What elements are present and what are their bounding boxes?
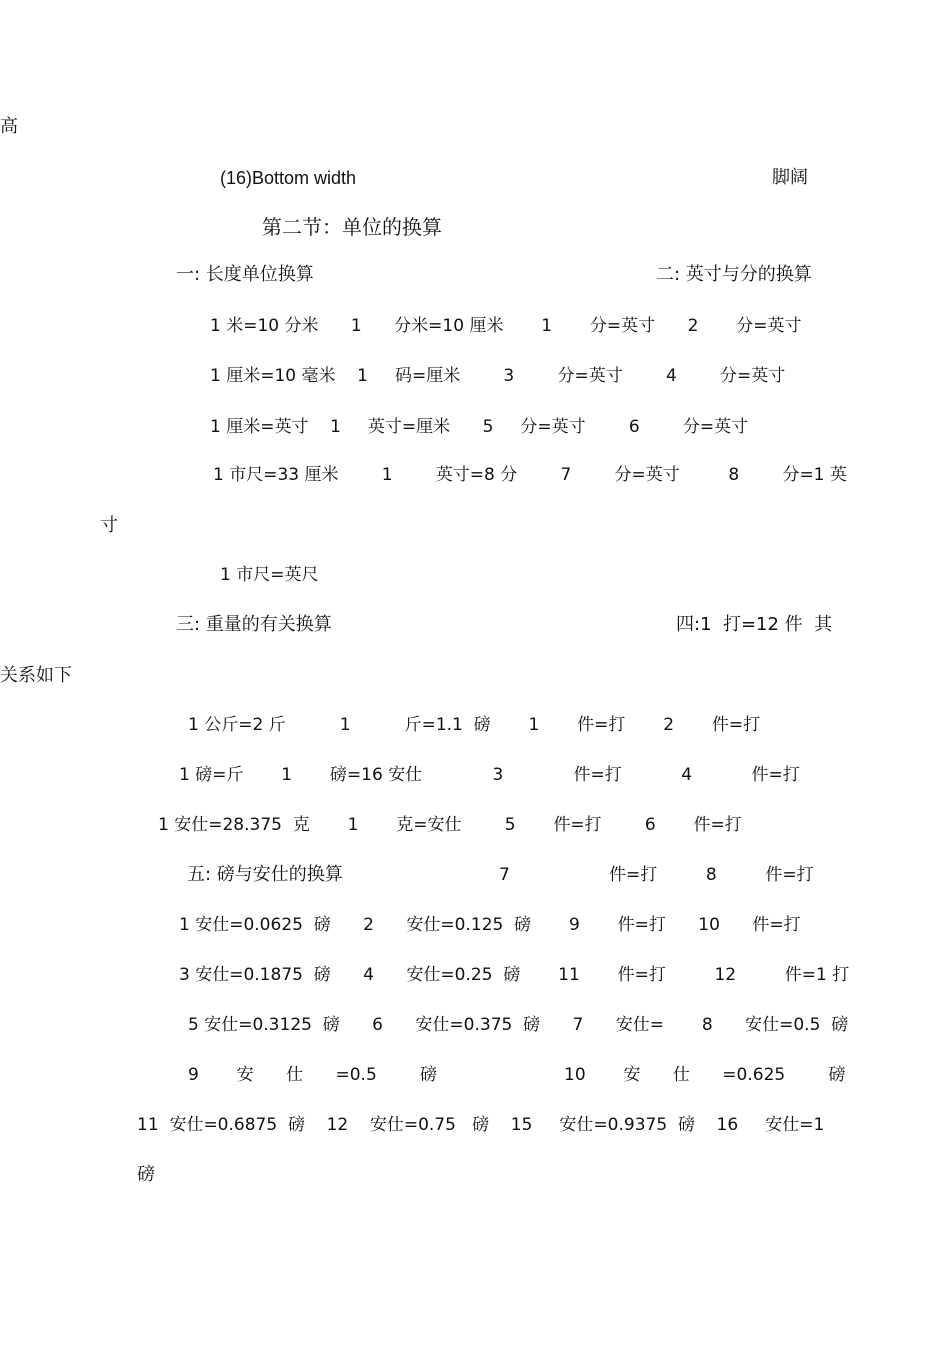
- text-line: 脚阔: [772, 167, 808, 188]
- subsection-heading: 一: 长度单位换算: [176, 264, 314, 285]
- text-line: 1 厘米=10 毫米 1 码=厘米 3 分=英寸 4 分=英寸: [210, 366, 786, 386]
- text-line: 3 安仕=0.1875 磅 4 安仕=0.25 磅 11 件=打 12 件=1 打: [179, 965, 850, 985]
- text-line: 1 市尺=英尺: [220, 565, 319, 585]
- text-line: 关系如下: [0, 665, 72, 686]
- text-line: 1 米=10 分米 1 分米=10 厘米 1 分=英寸 2 分=英寸: [210, 316, 802, 336]
- text-line: 5 安仕=0.3125 磅 6 安仕=0.375 磅 7 安仕= 8 安仕=0.5 磅: [188, 1015, 849, 1035]
- text-line: 1 公斤=2 斤 1 斤=1.1 磅 1 件=打 2 件=打: [188, 715, 761, 735]
- text-line: 7: [499, 865, 510, 885]
- subsection-heading: 四:1 打=12 件 其: [676, 614, 833, 635]
- text-line: 磅: [137, 1164, 155, 1185]
- text-line: 9 安 仕 =0.5 磅: [188, 1065, 437, 1085]
- text-line: 件=打 8 件=打: [609, 865, 814, 885]
- text-line: 寸: [100, 515, 118, 536]
- subsection-heading: 五: 磅与安仕的换算: [187, 864, 343, 885]
- text-line: 1 安仕=0.0625 磅 2 安仕=0.125 磅 9 件=打 10 件=打: [179, 915, 801, 935]
- text-line: (16)Bottom width: [220, 168, 357, 188]
- text-line: 1 安仕=28.375 克 1 克=安仕 5 件=打 6 件=打: [158, 815, 742, 835]
- text-line: 高: [0, 116, 18, 137]
- text-line: 10 安 仕 =0.625 磅: [564, 1065, 846, 1085]
- section-heading: 第二节：单位的换算: [262, 215, 442, 239]
- text-line: 11 安仕=0.6875 磅 12 安仕=0.75 磅 15 安仕=0.9375 磅 16 安仕=1: [137, 1115, 825, 1135]
- text-line: 1 磅=斤 1 磅=16 安仕 3 件=打 4 件=打: [179, 765, 800, 785]
- subsection-heading: 二: 英寸与分的换算: [656, 264, 812, 285]
- text-line: 1 厘米=英寸 1 英寸=厘米 5 分=英寸 6 分=英寸: [210, 417, 749, 437]
- subsection-heading: 三: 重量的有关换算: [176, 614, 332, 635]
- text-line: 1 市尺=33 厘米 1 英寸=8 分 7 分=英寸 8 分=1 英: [213, 465, 847, 485]
